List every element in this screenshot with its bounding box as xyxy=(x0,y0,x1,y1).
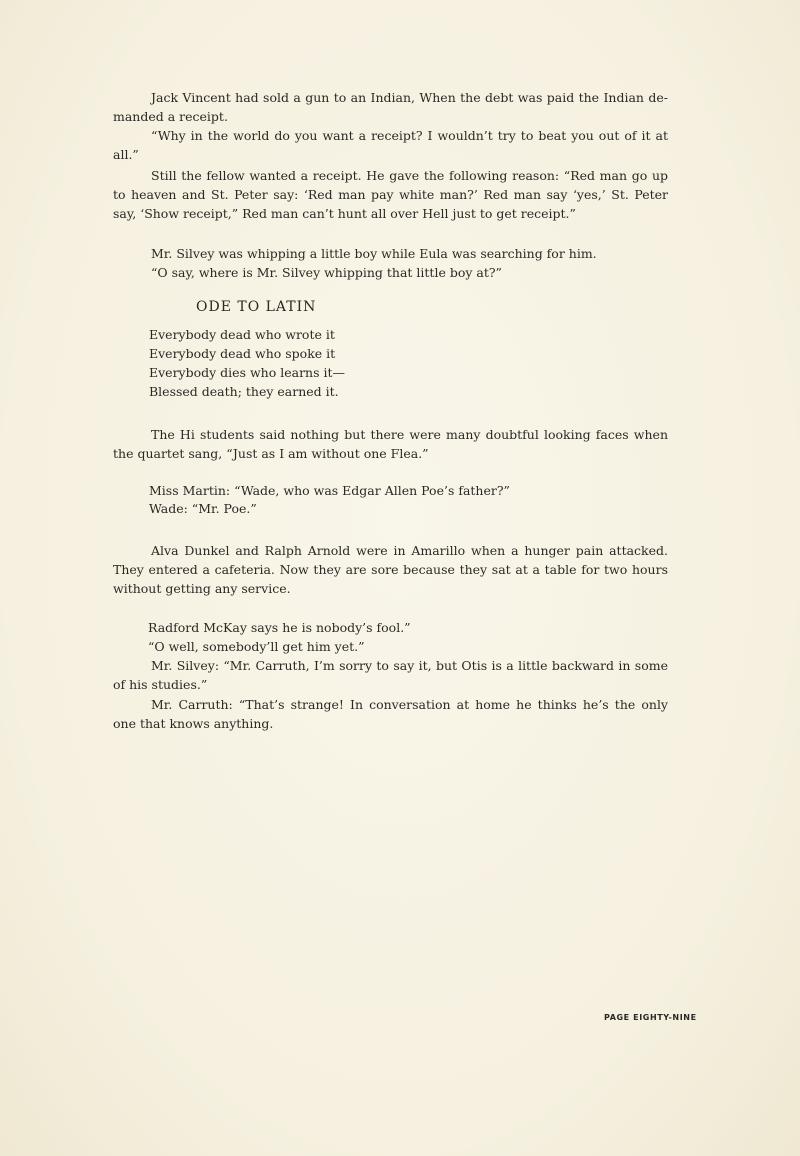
why-receipt-paragraph: “Why in the world do you want a receipt? I wouldn’t try to beat you out of it at all.” xyxy=(113,128,668,162)
mr-silvey-paragraph: Mr. Silvey: “Mr. Carruth, I’m sorry to say it, but Otis is a little backward in some of his studies.” xyxy=(113,658,668,692)
page-number: PAGE EIGHTY-NINE xyxy=(604,1013,697,1022)
ode-line-4: Blessed death; they earned it. xyxy=(149,384,339,399)
ode-line-3: Everybody dies who learns it— xyxy=(149,365,346,380)
jack-vincent-paragraph: Jack Vincent had sold a gun to an Indian, When the debt was paid the Indian demanded a receipt. xyxy=(113,90,668,124)
radford-mckay-line: Radford McKay says he is nobody’s fool.” xyxy=(148,620,411,635)
ode-line-1: Everybody dead who wrote it xyxy=(149,327,335,342)
o-say-line: “O say, where is Mr. Silvey whipping that little boy at?” xyxy=(151,265,502,280)
mr-carruth-paragraph: Mr. Carruth: “That’s strange! In conversation at home he thinks he’s the only one that knows anything. xyxy=(113,697,668,731)
ode-title: ODE TO LATIN xyxy=(196,299,317,315)
somebody-line: “O well, somebody’ll get him yet.” xyxy=(148,639,365,654)
silvey-whipping-line: Mr. Silvey was whipping a little boy while Eula was searching for him. xyxy=(151,246,597,261)
miss-martin-line: Miss Martin: “Wade, who was Edgar Allen Poe’s father?” xyxy=(149,483,510,498)
ode-line-2: Everybody dead who spoke it xyxy=(149,346,336,361)
alva-dunkel-paragraph: Alva Dunkel and Ralph Arnold were in Amarillo when a hunger pain attacked. They entered a cafeteria. Now they are sore because they sat at a table for two hours without getting any service. xyxy=(113,543,668,596)
hi-students-paragraph: The Hi students said nothing but there were many doubtful looking faces when the quartet sang, “Just as I am without one Flea.” xyxy=(113,427,668,461)
wade-line: Wade: “Mr. Poe.” xyxy=(149,501,257,516)
red-man-paragraph: Still the fellow wanted a receipt. He gave the following reason: “Red man go up to heaven and St. Peter say: ‘Red man pay white man?’ Red man say ‘yes,’ St. Peter say, ‘Show receipt,” Red man can’t hunt all over Hell just to get receipt.” xyxy=(113,168,668,221)
